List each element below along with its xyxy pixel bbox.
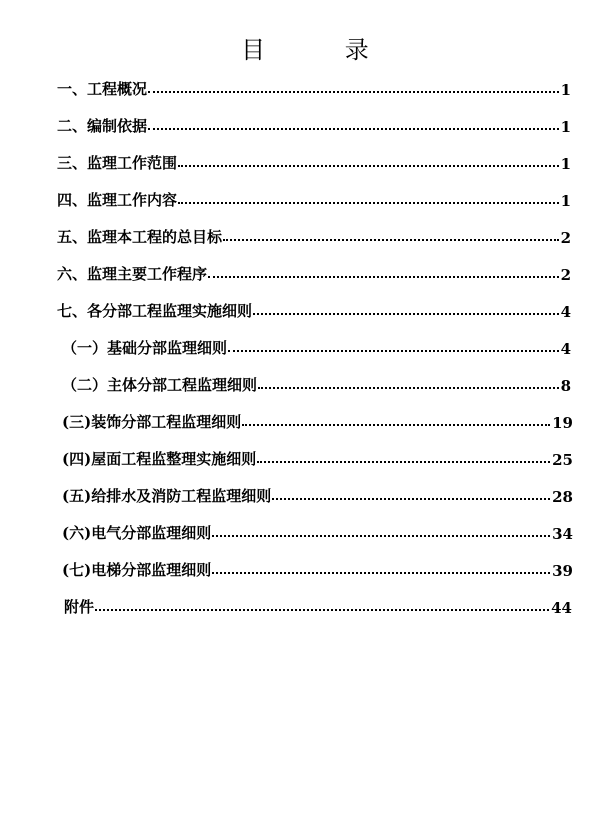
toc-entry-page: 1 <box>560 118 571 136</box>
toc-entry-label: 五、监理本工程的总目标 <box>57 228 223 246</box>
toc-entry[interactable] <box>57 149 571 173</box>
toc-entry[interactable] <box>62 519 573 543</box>
toc-entry[interactable] <box>57 260 571 284</box>
toc-entry-label: 四、监理工作内容 <box>57 191 178 209</box>
toc-entry-label: 七、各分部工程监理实施细则 <box>57 302 253 320</box>
toc-entry-label: （二）主体分部工程监理细则 <box>62 376 258 394</box>
dot-leader <box>272 498 550 500</box>
toc-entry-page: 28 <box>552 488 573 506</box>
toc-entry-page: 1 <box>560 155 571 173</box>
toc-entry[interactable] <box>62 445 573 469</box>
toc-entry-page: 1 <box>560 192 571 210</box>
dot-leader <box>223 239 559 241</box>
toc-entry-page: 25 <box>552 451 573 469</box>
dot-leader <box>242 424 550 426</box>
toc-entry[interactable] <box>62 371 571 395</box>
toc-entry[interactable] <box>57 297 571 321</box>
toc-entry[interactable] <box>62 408 573 432</box>
toc-entry-label: (七)电梯分部监理细则 <box>62 561 212 579</box>
toc-entry-page: 2 <box>560 266 571 284</box>
dot-leader <box>257 461 550 463</box>
toc-entry[interactable] <box>57 75 571 99</box>
toc-entry[interactable] <box>62 334 571 358</box>
dot-leader <box>208 276 559 278</box>
toc-entry-label: 一、工程概况 <box>57 80 148 98</box>
toc-entry-label: (六)电气分部监理细则 <box>62 524 212 542</box>
toc-entry-label: (三)装饰分部工程监理细则 <box>62 413 242 431</box>
toc-entry-page: 8 <box>560 377 571 395</box>
dot-leader <box>95 609 549 611</box>
toc-entry-label: （一）基础分部监理细则 <box>62 339 228 357</box>
toc-entry-label: 三、监理工作范围 <box>57 154 178 172</box>
toc-entry-page: 44 <box>551 599 572 617</box>
toc-entry[interactable] <box>57 223 571 247</box>
toc-entry-page: 1 <box>560 81 571 99</box>
toc-entry[interactable] <box>57 186 571 210</box>
toc-entry-label: 附件 <box>64 598 95 616</box>
toc-entry-label: (四)屋面工程监整理实施细则 <box>62 450 257 468</box>
dot-leader <box>212 535 550 537</box>
dot-leader <box>258 387 559 389</box>
dot-leader <box>212 572 550 574</box>
toc-entry[interactable] <box>57 112 571 136</box>
dot-leader <box>253 313 559 315</box>
toc-entry-page: 2 <box>560 229 571 247</box>
dot-leader <box>148 91 559 93</box>
toc-entry[interactable] <box>64 593 572 617</box>
toc-entry-label: (五)给排水及消防工程监理细则 <box>62 487 272 505</box>
toc-title: 目 录 <box>241 36 405 64</box>
toc-entry[interactable] <box>62 556 573 580</box>
toc-entry-page: 4 <box>560 303 571 321</box>
toc-entry[interactable] <box>62 482 573 506</box>
toc-entry-page: 19 <box>552 414 573 432</box>
dot-leader <box>178 165 559 167</box>
toc-entry-label: 二、编制依据 <box>57 117 148 135</box>
toc-entry-page: 39 <box>552 562 573 580</box>
dot-leader <box>228 350 559 352</box>
toc-entry-page: 34 <box>552 525 573 543</box>
dot-leader <box>178 202 559 204</box>
dot-leader <box>148 128 559 130</box>
toc-entry-page: 4 <box>560 340 571 358</box>
toc-entry-label: 六、监理主要工作程序 <box>57 265 208 283</box>
